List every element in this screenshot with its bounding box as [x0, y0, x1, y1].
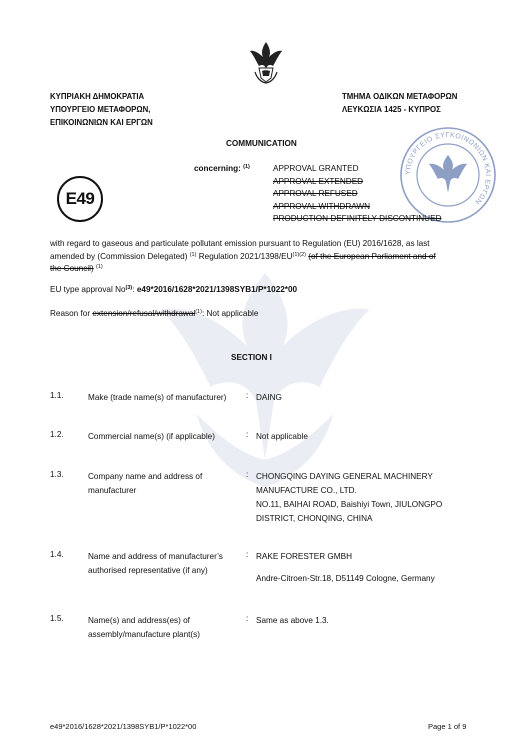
- option-approval-refused: APPROVAL REFUSED: [273, 189, 358, 198]
- item-label: Company name and address of manufacturer: [88, 472, 203, 495]
- concerning-label-wrap: [194, 164, 250, 173]
- approval-label: EU type approval No: [50, 285, 126, 294]
- regard-footnote: (1)(2): [292, 251, 306, 258]
- item-label: Make (trade name(s) of manufacturer): [88, 393, 227, 402]
- concerning-note: (1): [243, 164, 250, 170]
- header-right-line: ΛΕΥΚΩΣΙΑ 1425 - ΚΥΠΡΟΣ: [342, 105, 441, 114]
- regard-struck-text: the Council): [50, 264, 94, 273]
- header-left-line: ΕΠΙΚΟΙΝΩΝΙΩΝ ΚΑΙ ΕΡΓΩΝ: [50, 118, 153, 127]
- header-left-line: ΥΠΟΥΡΓΕΙΟ ΜΕΤΑΦΟΡΩΝ,: [50, 105, 151, 114]
- item-value: [256, 550, 435, 586]
- regard-line-1: with regard to gaseous and particulate pollutant emission pursuant to Regulation (EU) 2016/1628, as last: [50, 239, 430, 248]
- regard-footnote: (1): [189, 251, 197, 258]
- approval-footnote: (3): [125, 285, 133, 291]
- item-value: [256, 430, 308, 444]
- item-number: 1.2.: [50, 430, 64, 439]
- item-number: 1.3.: [50, 470, 64, 479]
- option-approval-granted: APPROVAL GRANTED: [273, 164, 359, 173]
- approval-line: [50, 285, 297, 294]
- item-value-line: CHONGQING DAYING GENERAL MACHINERY: [256, 472, 433, 481]
- regard-struck-text: (of the European Parliament and of: [308, 251, 436, 261]
- option-approval-extended: APPROVAL EXTENDED: [273, 176, 364, 186]
- item-value-line: Same as above 1.3.: [256, 616, 329, 625]
- approval-number: e49*2016/1628*2021/1398SYB1/P*1022*00: [136, 285, 298, 294]
- page-number: Page 1 of 9: [428, 722, 467, 731]
- item-colon: :: [246, 391, 249, 400]
- item-colon: :: [246, 614, 249, 623]
- item-value: [256, 614, 329, 628]
- item-colon: :: [246, 430, 249, 439]
- item-label: Name and address of manufacturer’s authorised representative (if any): [88, 552, 223, 575]
- item-value-line: NO.11, BAIHAI ROAD, Baishiyi Town, JIULONGPO: [256, 500, 443, 509]
- item-label: Name(s) and address(es) of assembly/manufacture plant(s): [88, 616, 200, 639]
- regard-paragraph: [50, 238, 436, 275]
- item-colon: :: [246, 550, 249, 559]
- reason-struck: extension/refusal/withdrawal: [92, 309, 196, 318]
- header-left: [50, 90, 153, 129]
- section-heading: SECTION I: [231, 353, 272, 362]
- option-production-discontinued: PRODUCTION DEFINITELY DISCONTINUED: [273, 214, 442, 223]
- coat-of-arms-emblem: [249, 40, 283, 84]
- e-mark-text: E49: [65, 189, 95, 208]
- item-value-line: RAKE FORESTER GMBH: [256, 552, 352, 561]
- item-value: [256, 391, 282, 405]
- item-number: 1.5.: [50, 614, 64, 623]
- header-right: [342, 90, 457, 116]
- regard-line-2: [50, 250, 436, 263]
- stamp-ring-text: ΥΠΟΥΡΓΕΙΟ ΣΥΓΚΟΙΝΩΝΙΩΝ ΚΑΙ ΕΡΓΩΝ: [404, 131, 492, 206]
- concerning-label: concerning:: [194, 164, 241, 173]
- regard-line-3: [50, 262, 436, 275]
- approval-colon: :: [132, 285, 135, 294]
- reason-line: [50, 309, 258, 318]
- option-approval-withdrawn: APPROVAL WITHDRAWN: [273, 201, 371, 211]
- regard-text: Regulation 2021/1398/EU: [198, 251, 293, 261]
- document-title: COMMUNICATION: [226, 139, 297, 148]
- regard-footnote: (1): [95, 264, 103, 270]
- item-label: Commercial name(s) (if applicable): [88, 432, 215, 441]
- e-mark-circle: [57, 176, 103, 222]
- item-value: [256, 470, 442, 526]
- footer-reference: e49*2016/1628*2021/1398SYB1/P*1022*00: [50, 722, 197, 731]
- item-value-line: DISTRICT, CHONQING, CHINA: [256, 514, 373, 523]
- item-colon: :: [246, 470, 249, 479]
- item-value-line: Andre-Citroen-Str.18, D51149 Cologne, Germany: [256, 574, 435, 583]
- concerning-options: [273, 163, 441, 226]
- reason-footnote: (1): [195, 309, 202, 315]
- item-value-line: [256, 564, 435, 572]
- item-value-line: DAING: [256, 393, 282, 402]
- item-value-line: Not applicable: [256, 432, 308, 441]
- header-left-line: ΚΥΠΡΙΑΚΗ ΔΗΜΟΚΡΑΤΙΑ: [50, 92, 145, 101]
- item-number: 1.1.: [50, 391, 64, 400]
- item-value-line: MANUFACTURE CO., LTD.: [256, 486, 357, 495]
- reason-value: : Not applicable: [201, 309, 259, 318]
- item-number: 1.4.: [50, 550, 64, 559]
- regard-text: amended by (Commission Delegated): [50, 251, 188, 261]
- reason-label: Reason for: [50, 309, 91, 318]
- header-right-line: ΤΜΗΜΑ ΟΔΙΚΩΝ ΜΕΤΑΦΟΡΩΝ: [342, 92, 458, 101]
